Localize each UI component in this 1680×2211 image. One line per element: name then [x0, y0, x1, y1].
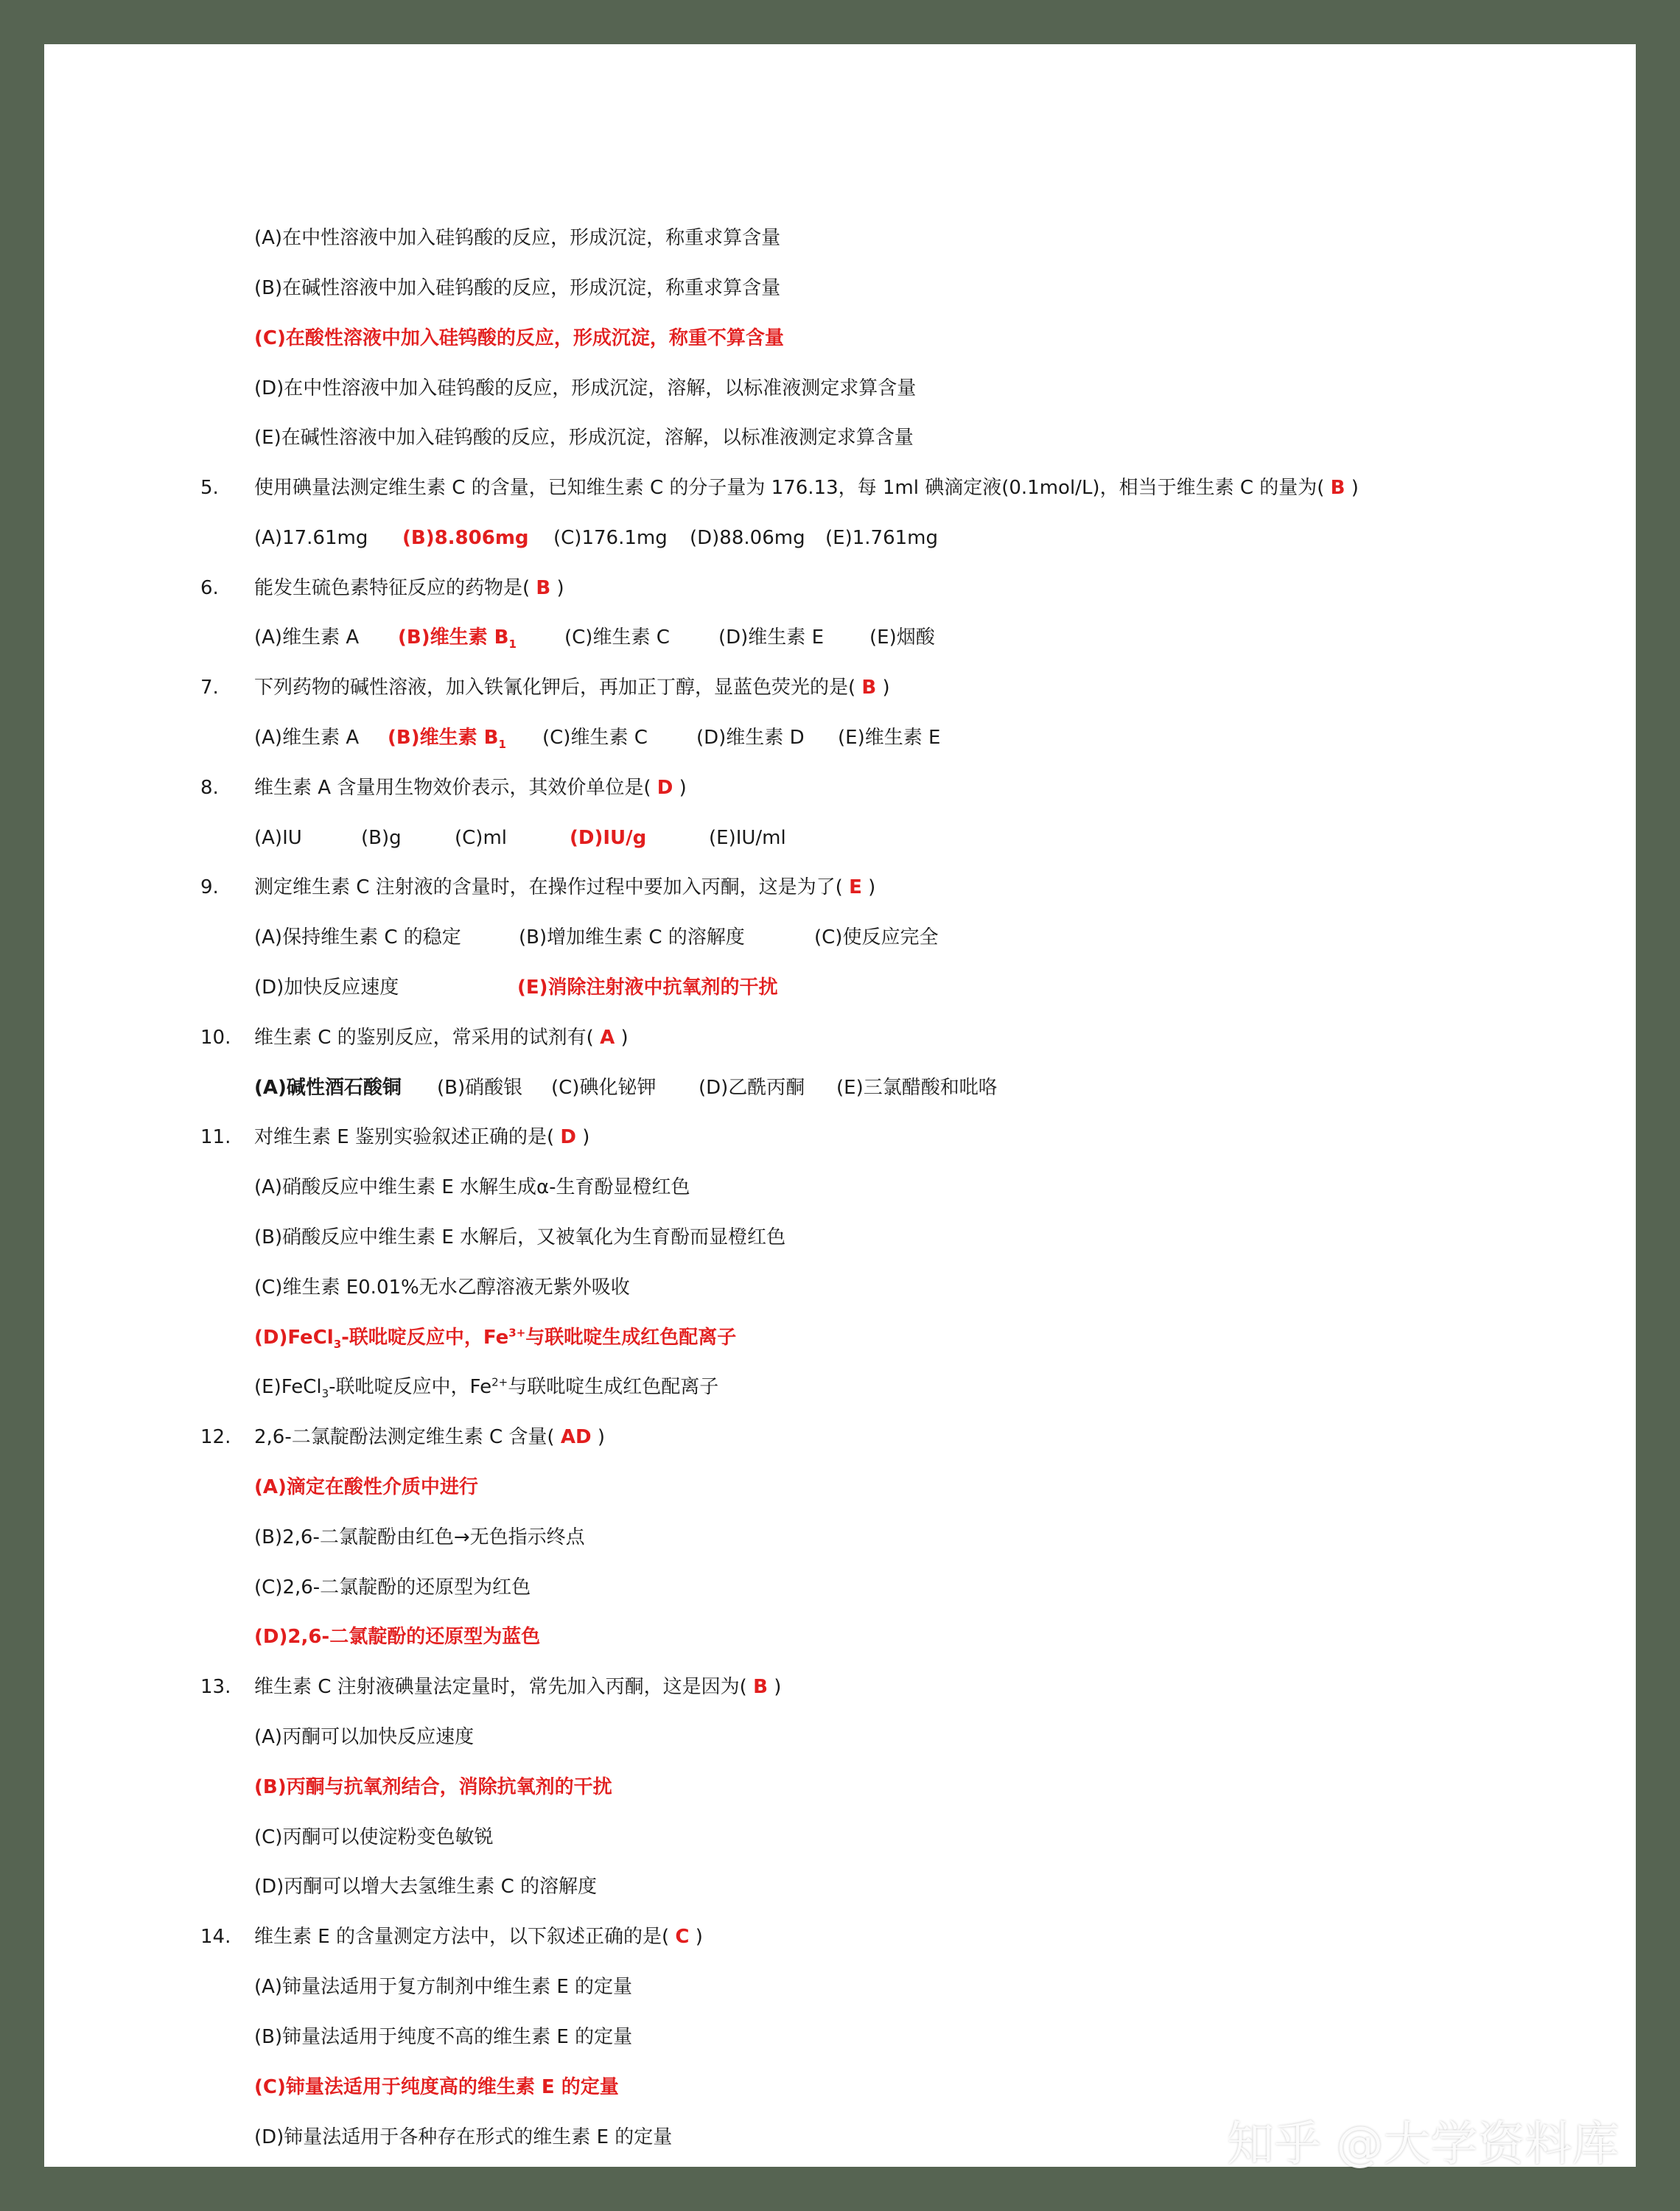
q10-options — [44, 1073, 1636, 1103]
correct-option-b — [398, 623, 517, 652]
option-b: (B)硝酸银 — [437, 1077, 523, 1099]
stem-close: ) — [1351, 477, 1359, 499]
q11-option-c — [44, 1273, 1636, 1302]
q11-option-d — [44, 1323, 1636, 1352]
q14-option-b — [44, 2022, 1636, 2052]
option-e: (E)烟酸 — [869, 626, 935, 649]
correct-option-text: (D)2,6-二氯靛酚的还原型为蓝色 — [254, 1626, 541, 1648]
answer-key: AD — [560, 1426, 592, 1448]
question-stem — [254, 673, 890, 702]
stem-text: 维生素 C 注射液碘量法定量时，常先加入丙酮，这是因为( — [254, 1676, 747, 1698]
option-c: (C)176.1mg — [553, 527, 668, 549]
stem-text: 能发生硫色素特征反应的药物是( — [254, 577, 531, 599]
option-c: (C)ml — [455, 827, 507, 849]
question-number: 13. — [200, 1676, 231, 1698]
option-b: (B)增加维生素 C 的溶解度 — [519, 926, 745, 949]
option-text: (B)在碱性溶液中加入硅钨酸的反应，形成沉淀，称重求算含量 — [254, 277, 781, 299]
option-b-text: (B)维生素 B — [398, 626, 509, 649]
superscript: 3+ — [508, 1326, 526, 1340]
option-c: (C)碘化铋钾 — [551, 1077, 657, 1099]
option-text: (D)丙酮可以增大去氢维生素 C 的溶解度 — [254, 1876, 597, 1898]
q11-option-b — [44, 1223, 1636, 1252]
option-text: (A)硝酸反应中维生素 E 水解生成α-生育酚显橙红色 — [254, 1176, 690, 1198]
option-text — [254, 1372, 718, 1402]
option-a: (A)维生素 A — [254, 727, 360, 749]
q4-option-d — [44, 374, 1636, 403]
text-part: 与联吡啶生成红色配离子 — [508, 1376, 719, 1398]
correct-option-text: (C)铈量法适用于纯度高的维生素 E 的定量 — [254, 2076, 619, 2098]
q4-option-e — [44, 423, 1636, 453]
q12-option-a — [44, 1473, 1636, 1502]
subscript: 3 — [333, 1338, 342, 1352]
text-part: -联吡啶反应中，Fe — [341, 1327, 509, 1349]
subscript: 1 — [508, 638, 517, 652]
superscript: 2+ — [491, 1375, 508, 1389]
q11-option-a — [44, 1173, 1636, 1202]
answer-key: B — [753, 1676, 768, 1698]
option-e: (E)1.761mg — [825, 527, 938, 549]
option-b-text: (B)维生素 B — [388, 727, 499, 749]
q13-option-c — [44, 1823, 1636, 1852]
stem-close: ) — [597, 1426, 605, 1448]
q9-stem — [44, 873, 1636, 902]
question-stem — [254, 873, 875, 902]
option-text: (D)在中性溶液中加入硅钨酸的反应，形成沉淀，溶解，以标准液测定求算含量 — [254, 377, 917, 399]
stem-text: 维生素 A 含量用生物效价表示，其效价单位是( — [254, 777, 651, 799]
q12-option-c — [44, 1573, 1636, 1602]
q13-option-a — [44, 1722, 1636, 1752]
answer-key: C — [675, 1926, 690, 1948]
q13-stem — [44, 1672, 1636, 1702]
stem-close: ) — [582, 1126, 590, 1148]
q12-option-d — [44, 1622, 1636, 1652]
question-number: 11. — [200, 1126, 231, 1148]
stem-close: ) — [868, 876, 876, 898]
q11-stem — [44, 1122, 1636, 1152]
text-part: 与联吡啶生成红色配离子 — [525, 1327, 737, 1349]
stem-close: ) — [774, 1676, 782, 1698]
question-stem — [254, 1922, 703, 1952]
q4-option-c — [44, 324, 1636, 353]
correct-option-text: (C)在酸性溶液中加入硅钨酸的反应，形成沉淀，称重不算含量 — [254, 327, 784, 349]
stem-close: ) — [695, 1926, 703, 1948]
question-stem — [254, 573, 564, 603]
option-d: (D)维生素 E — [718, 626, 825, 649]
correct-option-b: (B)8.806mg — [402, 527, 529, 549]
correct-option-d: (D)IU/g — [570, 827, 647, 849]
option-text: (B)硝酸反应中维生素 E 水解后，又被氧化为生育酚而显橙红色 — [254, 1226, 786, 1248]
question-stem — [254, 473, 1359, 503]
option-text: (A)铈量法适用于复方制剂中维生素 E 的定量 — [254, 1976, 633, 1998]
option-e: (E)IU/ml — [709, 827, 786, 849]
option-d: (D)加快反应速度 — [254, 977, 399, 999]
q13-option-b — [44, 1772, 1636, 1802]
question-number: 6. — [200, 577, 219, 599]
q9-options-row1 — [44, 923, 1636, 952]
zhihu-watermark: 知乎 @大学资料库 — [1227, 2117, 1620, 2172]
stem-text: 使用碘量法测定维生素 C 的含量，已知维生素 C 的分子量为 176.13，每 1ml 碘滴定液(0.1mol/L)，相当于维生素 C 的量为( — [254, 477, 1325, 499]
q14-stem — [44, 1922, 1636, 1952]
option-text: (D)铈量法适用于各种存在形式的维生素 E 的定量 — [254, 2126, 673, 2148]
option-text: (B)铈量法适用于纯度不高的维生素 E 的定量 — [254, 2026, 633, 2048]
question-number: 9. — [200, 876, 219, 898]
q14-option-a — [44, 1972, 1636, 2002]
option-c: (C)维生素 C — [564, 626, 670, 649]
stem-text: 2,6-二氯靛酚法测定维生素 C 含量( — [254, 1426, 555, 1448]
correct-option-e: (E)消除注射液中抗氧剂的干扰 — [517, 977, 778, 999]
question-number: 10. — [200, 1027, 231, 1049]
correct-option-text: (A)滴定在酸性介质中进行 — [254, 1476, 478, 1498]
stem-close: ) — [882, 677, 890, 699]
answer-key: B — [1330, 477, 1345, 499]
q10-stem — [44, 1023, 1636, 1052]
question-stem — [254, 1023, 629, 1052]
stem-close: ) — [679, 777, 687, 799]
stem-close: ) — [620, 1027, 629, 1049]
subscript: 3 — [321, 1387, 329, 1401]
question-stem — [254, 773, 687, 803]
q7-stem — [44, 673, 1636, 702]
text-part: (E)FeCl — [254, 1376, 322, 1398]
answer-key: D — [560, 1126, 576, 1148]
question-stem — [254, 1122, 589, 1152]
q9-options-row2 — [44, 973, 1636, 1002]
q14-option-c — [44, 2072, 1636, 2102]
option-text: (E)在碱性溶液中加入硅钨酸的反应，形成沉淀，溶解，以标准液测定求算含量 — [254, 427, 914, 449]
correct-option-text — [254, 1323, 736, 1352]
answer-key: B — [861, 677, 877, 699]
option-a: (A)IU — [254, 827, 302, 849]
option-text: (A)在中性溶液中加入硅钨酸的反应，形成沉淀，称重求算含量 — [254, 227, 781, 249]
text-part: -联吡啶反应中，Fe — [329, 1376, 492, 1398]
option-d: (D)88.06mg — [690, 527, 805, 549]
option-text: (C)2,6-二氯靛酚的还原型为红色 — [254, 1576, 531, 1599]
answer-key: E — [849, 876, 862, 898]
answer-key: A — [600, 1027, 615, 1049]
option-c: (C)使反应完全 — [814, 926, 939, 949]
q8-options — [44, 823, 1636, 853]
q12-option-b — [44, 1523, 1636, 1552]
q12-stem — [44, 1422, 1636, 1452]
correct-option-text: (B)丙酮与抗氧剂结合，消除抗氧剂的干扰 — [254, 1776, 612, 1798]
q8-stem — [44, 773, 1636, 803]
stem-close: ) — [556, 577, 564, 599]
stem-text: 维生素 C 的鉴别反应，常采用的试剂有( — [254, 1027, 594, 1049]
correct-option-a: (A)碱性酒石酸铜 — [254, 1077, 402, 1099]
subscript: 1 — [498, 738, 506, 752]
answer-key: D — [657, 777, 673, 799]
option-e: (E)三氯醋酸和吡咯 — [836, 1077, 998, 1099]
option-a: (A)保持维生素 C 的稳定 — [254, 926, 461, 949]
answer-key: B — [536, 577, 551, 599]
question-number: 5. — [200, 477, 219, 499]
option-text: (B)2,6-二氯靛酚由红色→无色指示终点 — [254, 1526, 585, 1548]
document-page — [44, 44, 1636, 2167]
stem-text: 测定维生素 C 注射液的含量时，在操作过程中要加入丙酮，这是为了( — [254, 876, 843, 898]
q5-stem — [44, 473, 1636, 503]
stem-text: 对维生素 E 鉴别实验叙述正确的是( — [254, 1126, 555, 1148]
option-text: (C)维生素 E0.01%无水乙醇溶液无紫外吸收 — [254, 1276, 630, 1299]
q4-option-b — [44, 273, 1636, 303]
option-d: (D)维生素 D — [696, 727, 805, 749]
option-a: (A)17.61mg — [254, 527, 368, 549]
text-part: (D)FeCl — [254, 1327, 334, 1349]
stem-text: 维生素 E 的含量测定方法中，以下叙述正确的是( — [254, 1926, 670, 1948]
option-text: (C)丙酮可以使淀粉变色敏锐 — [254, 1826, 494, 1848]
option-b: (B)g — [361, 827, 402, 849]
option-c: (C)维生素 C — [542, 727, 648, 749]
q13-option-d — [44, 1872, 1636, 1901]
q5-options — [44, 523, 1636, 553]
question-number: 12. — [200, 1426, 231, 1448]
q11-option-e — [44, 1372, 1636, 1402]
question-stem — [254, 1672, 781, 1702]
correct-option-b — [388, 723, 506, 752]
stem-text: 下列药物的碱性溶液，加入铁氰化钾后，再加正丁醇，显蓝色荧光的是( — [254, 677, 856, 699]
q7-options — [44, 723, 1636, 752]
option-d: (D)乙酰丙酮 — [699, 1077, 805, 1099]
question-number: 8. — [200, 777, 219, 799]
option-e: (E)维生素 E — [838, 727, 941, 749]
q6-options — [44, 623, 1636, 652]
question-number: 14. — [200, 1926, 231, 1948]
option-a: (A)维生素 A — [254, 626, 360, 649]
option-text: (A)丙酮可以加快反应速度 — [254, 1726, 475, 1748]
q6-stem — [44, 573, 1636, 603]
q4-option-a — [44, 223, 1636, 253]
question-stem — [254, 1422, 605, 1452]
question-number: 7. — [200, 677, 219, 699]
